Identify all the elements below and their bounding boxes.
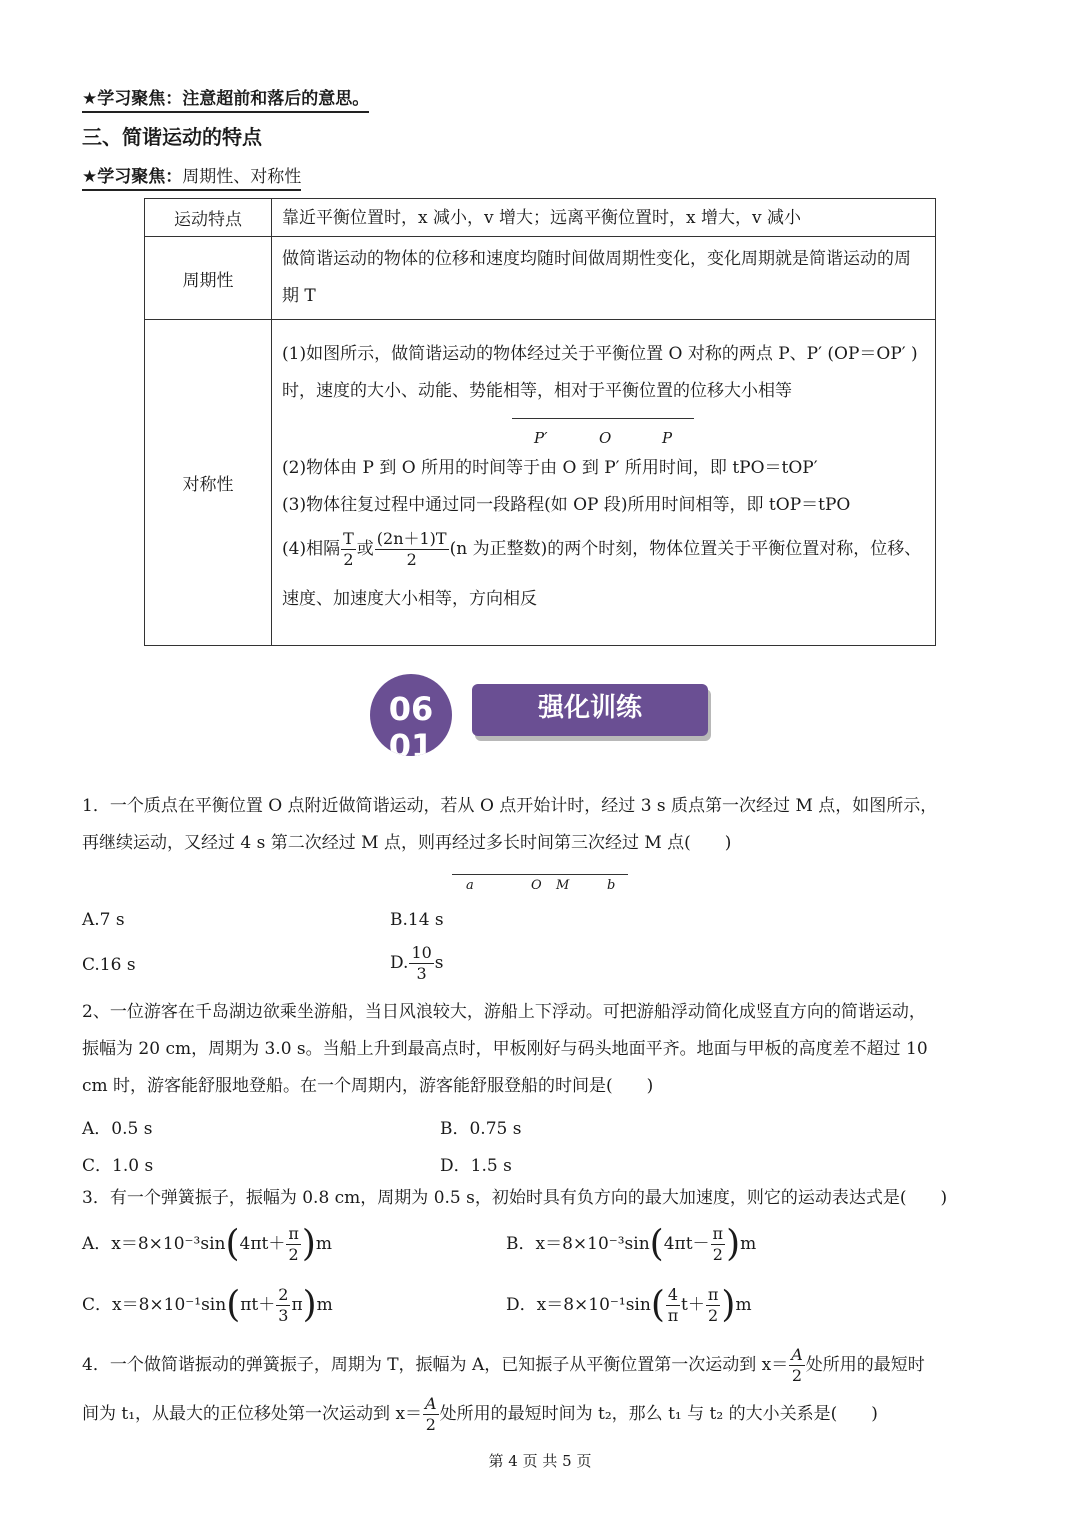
frac-den: 2 <box>791 1366 803 1385</box>
frac-num: 4 <box>667 1285 679 1304</box>
q3-c-fraction <box>276 1285 290 1326</box>
q3-b-unit: m <box>740 1234 757 1254</box>
q1-axis-m: M <box>556 878 570 893</box>
section-banner-title: 强化训练 <box>472 684 708 736</box>
section-number-badge <box>370 674 452 756</box>
q2-option-b[interactable]: B．0.75 s <box>440 1119 522 1139</box>
q3-a-unit: m <box>315 1234 333 1254</box>
axis-line <box>512 418 694 419</box>
study-focus-2-text: 周期性、对称性 <box>182 167 302 187</box>
q3-a-pre: A．x＝8×10⁻³sin <box>82 1234 226 1254</box>
symmetry-point-4 <box>282 524 925 624</box>
q3-c-unit: m <box>316 1295 333 1315</box>
q4-fraction-1 <box>789 1345 805 1386</box>
study-focus-1: ★学习聚焦：注意超前和落后的意思。 <box>82 84 369 113</box>
q4-line-1-pre: 4．一个做简谐振动的弹簧振子，周期为 T，振幅为 A，已知振子从平衡位置第一次运动到 x＝ <box>82 1355 789 1375</box>
page-footer: 第 4 页 共 5 页 <box>488 1452 592 1470</box>
symmetry-axis-diagram <box>282 412 925 448</box>
section-title: 三、简谐运动的特点 <box>82 125 262 149</box>
row-label-period: 周期性 <box>145 237 272 320</box>
frac-den: 3 <box>278 1306 289 1325</box>
frac-num: π <box>707 1285 719 1304</box>
q2-line-2: 振幅为 20 cm，周期为 3.0 s。当船上升到最高点时，甲板刚好与码头地面平齐。地面与甲板的高度差不超过 10 <box>82 1039 928 1059</box>
q2-option-c[interactable]: C．1.0 s <box>82 1156 154 1176</box>
q2-line-3: cm 时，游客能舒服地登船。在一个周期内，游客能舒服登船的时间是( ) <box>82 1076 654 1096</box>
q3-b-pre: B．x＝8×10⁻³sin <box>506 1234 650 1254</box>
frac-num: 2 <box>278 1285 289 1304</box>
q1-option-d[interactable] <box>390 943 444 984</box>
q1-line-1: 1．一个质点在平衡位置 O 点附近做简谐运动，若从 O 点开始计时，经过 3 s 质点第一次经过 M 点，如图所示， <box>82 796 938 816</box>
features-table <box>144 198 936 646</box>
fraction-2n1t-over-2 <box>375 529 449 570</box>
p4-post: (n 为正整数)的两个时刻，物体位置关于平衡位置对称，位移、速度、加速度大小相等，方向相反 <box>282 538 922 609</box>
fraction-t-over-2 <box>341 529 356 570</box>
frac-den: 2 <box>406 549 417 569</box>
q1-axis-a: a <box>466 878 474 893</box>
q1-axis-diagram <box>452 872 628 896</box>
q3-a-term: 4πt＋ <box>239 1234 286 1254</box>
symmetry-point-1: (1)如图所示，做简谐运动的物体经过关于平衡位置 O 对称的两点 P、P′ (OP＝OP′ )时，速度的大小、动能、势能相等，相对于平衡位置的位移大小相等 <box>282 343 918 401</box>
row-text-symmetry <box>272 320 936 646</box>
q4-line-1 <box>82 1345 925 1386</box>
q4-line-2-pre: 间为 t₁，从最大的正位移处第一次运动到 x＝ <box>82 1404 423 1424</box>
q3-d-fraction-2 <box>706 1285 721 1326</box>
q2-option-a[interactable]: A．0.5 s <box>82 1119 153 1139</box>
frac-den: 2 <box>712 1245 723 1264</box>
symmetry-point-2: (2)物体由 P 到 O 所用的时间等于由 O 到 P′ 所用时间，即 tPO＝tOP′ <box>282 457 818 478</box>
q3-b-fraction <box>711 1224 726 1265</box>
frac-num: π <box>288 1224 299 1243</box>
frac-num: 10 <box>411 943 432 962</box>
frac-num: A <box>791 1345 803 1364</box>
q3-d-term: t＋ <box>681 1295 705 1315</box>
symmetry-point-3: (3)物体往复过程中通过同一段路程(如 OP 段)所用时间相等，即 tOP＝tPO <box>282 494 851 515</box>
q3-d-unit: m <box>735 1295 752 1315</box>
q1-axis-line <box>452 874 628 875</box>
frac-num: A <box>425 1394 437 1413</box>
q1-axis-o: O <box>531 878 542 893</box>
q4-fraction-2 <box>423 1394 439 1435</box>
q3-option-a[interactable]: A．x＝8×10⁻³sin(4πt＋ $\frac{\pi}{2}$ )m <box>82 1223 333 1265</box>
q1-d-unit: s <box>434 953 444 973</box>
axis-point-o: O <box>599 428 612 447</box>
q3-option-d[interactable]: D．x＝8×10⁻¹sin( $\frac{4}{\pi}$ t＋ $\frac{\pi}{2}$ )m <box>506 1284 752 1326</box>
frac-den: π <box>667 1306 679 1325</box>
frac-den: 2 <box>288 1245 299 1264</box>
frac-den: 3 <box>416 964 427 983</box>
q3-c-pi: π <box>291 1295 303 1315</box>
q3-c-term: πt＋ <box>240 1295 276 1315</box>
p4-pre: (4)相隔 <box>282 538 341 559</box>
row-text-motion: 靠近平衡位置时，x 减小，v 增大；远离平衡位置时，x 增大，v 减小 <box>272 199 936 237</box>
row-text-period: 做简谐运动的物体的位移和速度均随时间做周期性变化，变化周期就是简谐运动的周期 T <box>272 237 936 320</box>
q3-line-1: 3．有一个弹簧振子，振幅为 0.8 cm，周期为 0.5 s，初始时具有负方向的最大加速度，则它的运动表达式是( ) <box>82 1188 948 1208</box>
frac-den: 2 <box>708 1306 719 1325</box>
q1-option-c[interactable]: C.16 s <box>82 955 136 975</box>
q3-option-c[interactable]: C．x＝8×10⁻¹sin(πt＋ $\frac{2}{3}$ π)m <box>82 1284 333 1326</box>
q3-option-b[interactable]: B．x＝8×10⁻³sin(4πt－ $\frac{\pi}{2}$ )m <box>506 1223 757 1265</box>
frac-num: π <box>712 1224 724 1243</box>
q1-d-fraction <box>409 943 433 984</box>
study-focus-2-label: ★学习聚焦： <box>82 167 183 187</box>
q3-c-pre: C．x＝8×10⁻¹sin <box>82 1295 227 1315</box>
section-number-sub: 01 <box>388 727 434 756</box>
frac-den: 2 <box>425 1415 436 1434</box>
section-number: 06 <box>388 690 434 728</box>
study-focus-2 <box>82 162 301 191</box>
q1-option-a[interactable]: A.7 s <box>82 910 125 930</box>
frac-den: 2 <box>343 549 354 569</box>
q2-line-1: 2、一位游客在千岛湖边欲乘坐游船，当日风浪较大，游船上下浮动。可把游船浮动简化成竖直方向的简谐运动， <box>82 1002 926 1022</box>
axis-point-p-prime: P′ <box>534 428 548 447</box>
q1-line-2: 再继续运动，又经过 4 s 第二次经过 M 点，则再经过多长时间第三次经过 M 点( ) <box>82 833 732 853</box>
q4-line-1-post: 处所用的最短时 <box>805 1355 925 1375</box>
frac-num: (2n＋1)T <box>376 528 447 548</box>
frac-num: T <box>343 528 354 548</box>
axis-point-p: P <box>662 428 673 447</box>
q3-d-pre: D．x＝8×10⁻¹sin <box>506 1295 651 1315</box>
row-label-symmetry: 对称性 <box>145 320 272 646</box>
q1-d-pre: D. <box>390 953 409 973</box>
row-label-motion: 运动特点 <box>145 199 272 237</box>
p4-mid: 或 <box>356 538 374 559</box>
q3-a-fraction <box>286 1224 301 1265</box>
q4-line-2 <box>82 1394 878 1435</box>
q1-option-b[interactable]: B.14 s <box>390 910 444 930</box>
q3-d-fraction-1 <box>666 1285 680 1326</box>
q4-line-2-post: 处所用的最短时间为 t₂，那么 t₁ 与 t₂ 的大小关系是( ) <box>439 1404 878 1424</box>
q2-option-d[interactable]: D．1.5 s <box>440 1156 512 1176</box>
q1-axis-b: b <box>607 878 616 893</box>
q3-b-term: 4πt－ <box>663 1234 710 1254</box>
